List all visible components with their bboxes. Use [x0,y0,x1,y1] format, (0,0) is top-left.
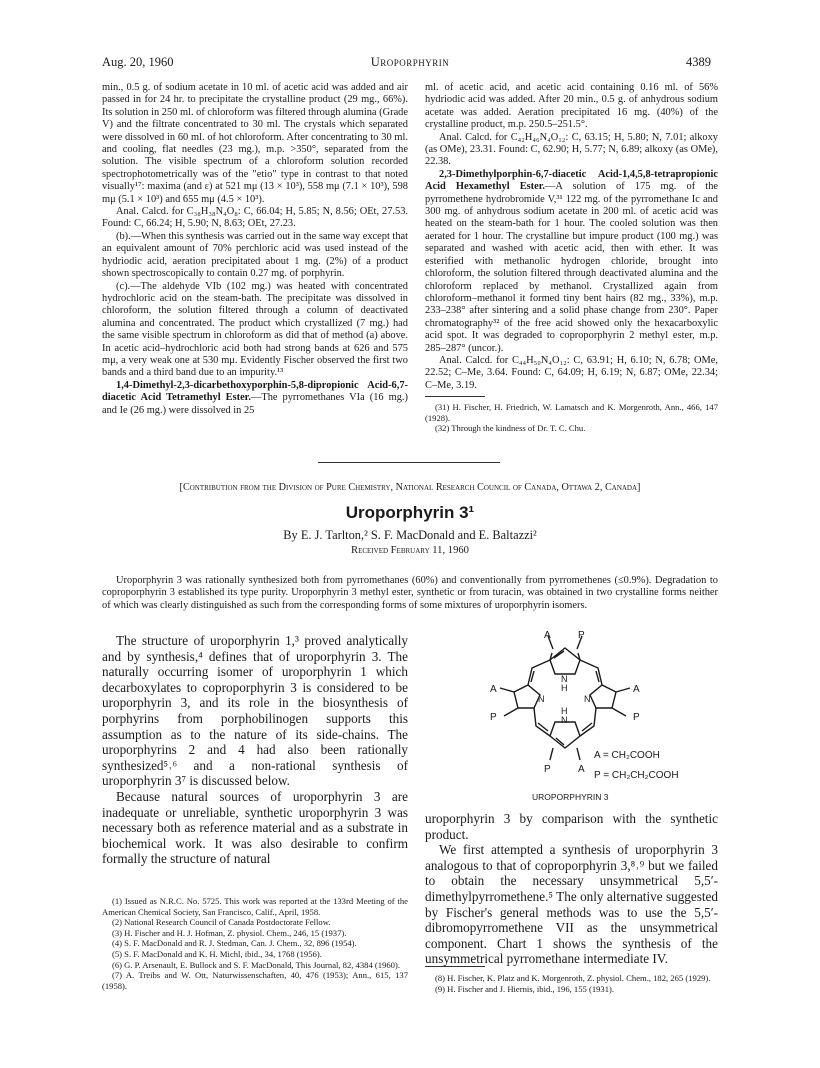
paragraph [425,169,718,355]
received-date: Received February 11, 1960 [351,545,469,556]
footnote-divider [425,966,485,967]
section-heading: 1,4-Dimethyl-2,3-dicarbethoxyporphin-5,8-dipropionic Acid-6,7-diacetic Acid Tetramethyl Ester. [102,379,408,404]
substituent-right-p: P [633,712,640,723]
abstract: Uroporphyrin 3 was rationally synthesized both from pyrromethanes (60%) and conventionally from pyrromethenes (≤0.9%). Degradation to coproporphyrin 3 established its type purity. Uroporphyrin 3 methyl ester, synthetic or from turacin, was obtained in two crystalline forms neither of which was clearly distinguished as such from the corresponding forms of some mixtures of uroporphyrin isomers. [102,575,718,611]
paragraph: (b).—When this synthesis was carried out in the same way except that an equivalent amount of 70% perchloric acid was used instead of the hydriodic acid, aeration precipitated about 1 mg. (2%) of a product shown spectroscopically to contain 0.27 mg. of porphyrin. [102,230,409,280]
footnotes-left [102,896,408,991]
paragraph: Anal. Calcd. for C₄₄H₅₀N₄O₁₂: C, 63.91; H, 6.10; N, 6.78; OMe, 22.52; C–Me, 3.64. Found: C, 64.09; H, 6.19; N, 6.87; OMe, 22.34; C–Me, 3.19. [425,354,718,391]
legend-p: P = CH₂CH₂COOH [594,770,679,781]
section-heading: 2,3-Dimethylporphin-6,7-diacetic Acid-1,4,5,8-tetrapropionic Acid Hexamethyl Ester. [425,168,718,193]
ring-n-top: N [561,674,568,684]
footnote: (6) G. P. Arsenault, E. Bullock and S. F. MacDonald, This Journal, 82, 4384 (1960). [112,959,400,970]
header-date: Aug. 20, 1960 [102,55,174,69]
header-journal-title: Uroporphyrin [370,55,450,69]
substituent-bottom-a: A [578,764,585,775]
substituent-top-a: A [544,630,551,641]
paragraph: We first attempted a synthesis of uroporphyrin 3 analogous to that of coproporphyrin 3,⁸˒⁹ but we failed to obtain the necessary unsymmetrical 5,5′-dimethylpyrromethene.⁵ The only alternative suggested by Fischer's general methods was to use the 5,5′-dibromopyrromethene VII as the unsymmetrical component. Chart 1 shows the synthesis of the unsymmetrical pyrromethane intermediate IV. [425,842,718,967]
substituent-left-a: A [490,684,497,695]
paragraph-text: —The pyrromethanes VIa (16 mg.) and Ie (26 mg.) were dissolved in 25 [102,392,408,416]
footnote: (7) A. Treibs and W. Ott, Naturwissenschaften, 40, 476 (1953); Ann., 615, 137 (1958). [102,970,408,991]
ring-h-top: H [561,683,568,693]
paragraph [102,380,408,417]
substituent-bottom-p: P [544,764,551,775]
paragraph-text: —A solution of 175 mg. of the pyrromethene hydrobromide V,³¹ 122 mg. of the pyrromethane Ic and 300 mg. of anhydrous sodium acetate in 200 ml. of acetic acid was heated on the steam-bath for 1 hour. The cooled solution was then aerated for 1 hour. The crystalline but impure product (100 mg.) was separated and washed with acetic acid, then with ether. It was esterified with methanolic hydrogen chloride, brought into chloroform, the solution filtered through deactivated alumina and the chloroform replaced by methanol. Crystallized again from chloroform–methanol it formed tiny bent hairs (82 mg., 33%), m.p. 233–238° after sintering and a solid phase change from 230°. Paper chromatography³² of the free acid showed only the hexacarboxylic acid spot. It was degraded to coproporphyrin 2 methyl ester, m.p. 285–287° (uncor.). [425,181,718,354]
footnote: (5) S. F. MacDonald and K. H. Michl, ibid., 34, 1768 (1956). [112,948,322,959]
paragraph: (c).—The aldehyde VIb (102 mg.) was heated with concentrated hydrochloric acid on the steam-bath. The precipitate was dissolved in chloroform, the solution filtered through a column of deactivated alumina and concentrated. The product which crystallized (7 mg.) had the same visible spectrum in chloroform as did that of method (a) above. In acetic acid–hydrochloric acid both had strong bands at 626 and 575 mμ, a very weak one at 530 mμ. Evidently Fischer observed the first two bands and a third band due to an impurity.¹³ [102,280,408,379]
footnote-divider [425,396,485,397]
figure-caption: UROPORPHYRIN 3 [532,792,609,802]
paragraph: Anal. Calcd. for C₃₈H₃₈N₄O₈: C, 66.04; H, 5.85; N, 8.56; OEt, 27.53. Found: C, 66.24; H, 5.90; N, 8.63; OEt, 27.23. [102,206,408,230]
ring-n-left: N [538,694,545,704]
ring-n-bottom: N [561,715,568,725]
footnote: (9) H. Fischer and J. Hiernis, ibid., 196, 155 (1931). [435,983,615,994]
contribution-line: [Contribution from the Division of Pure Chemistry, National Research Council of Canada, Ottawa 2, Canada] [179,482,641,493]
substituent-left-p: P [490,712,497,723]
substituent-right-a: A [633,684,640,695]
paragraph: min., 0.5 g. of sodium acetate in 10 ml. of acetic acid was added and air passed in for 24 hr. to precipitate the crystalline product (29 mg., 66%). Its solution in 250 ml. of chloroform was filtered through alumina (Grade V) and the filtrate concentrated to 30 ml. The crystals which separated were dissolved in 60 ml. of hot chloroform. After concentrating to 30 ml. and cooling, flat needles (23 mg.), m.p. >350°, separated from the solution. The visible spectrum of a chloroform solution recorded spectrophotometrically was of the "etio" type in contrast to that noted visually¹⁷: maxima (and ε) at 521 mμ (13 × 10³), 558 mμ (7.1 × 10³), 598 mμ (5.1 × 10³) and 655 mμ (4.5 × 10³). [102,82,408,205]
ring-n-right: N [584,694,591,704]
footnote: (3) H. Fischer and H. J. Hofman, Z. physiol. Chem., 246, 15 (1937). [112,927,347,938]
footnote: (31) H. Fischer, H. Friedrich, W. Lamatsch and K. Morgenroth, Ann., 466, 147 (1928). [425,402,718,423]
authors: By E. J. Tarlton,² S. F. MacDonald and E. Baltazzi² [283,528,537,542]
article-title: Uroporphyrin 3¹ [345,503,475,522]
paragraph: uroporphyrin 3 by comparison with the synthetic product. [425,811,718,842]
substituent-top-p: P [578,630,585,641]
footnote: (2) National Research Council of Canada Postdoctorate Fellow. [112,917,331,928]
footnote: (8) H. Fischer, K. Platz and K. Morgenroth, Z. physiol. Chem., 182, 265 (1929). [435,973,711,983]
footnote: (1) Issued as N.R.C. No. 5725. This work was reported at the 133rd Meeting of the American Chemical Society, San Francisco, Calif., April, 1958. [102,896,408,917]
body-left-column [102,633,408,867]
top-left-column [102,82,408,417]
paragraph: Because natural sources of uroporphyrin 3 are inadequate or unreliable, synthetic uroporphyrin 3 was necessary both as reference material and as a substrate in biochemical work. It was also desirable to confirm formally the structure of natural [102,788,408,867]
footnotes-right [425,966,718,994]
paragraph: Anal. Calcd. for C₄₂H₄₆N₄O₁₂: C, 63.15; H, 5.80; N, 7.01; alkoxy (as OMe), 23.31. Found: C, 62.90; H, 5.77; N, 6.89; alkoxy (as OMe), 22.38. [425,131,718,168]
body-right-column [425,811,718,967]
paragraph: The structure of uroporphyrin 1,³ proved analytically and by synthesis,⁴ defines that of uroporphyrin 3. The naturally occurring isomer of uroporphyrin 1 which decarboxylates to coproporphyrin 3 is considered to be uroporphyrin 3, and its role in the biosynthesis of porphyrins from porphobilinogen supports this assumption as to the nature of its side-chains. The uroporphyrins 2 and 4 had also been rationally synthesized⁵˒⁶ and a non-rational synthesis of uroporphyrin 3⁷ is discussed below. [102,633,408,789]
uroporphyrin-structure-figure [470,630,690,806]
footnotes [425,402,718,434]
header-page-number: 4389 [686,55,711,69]
legend-a: A = CH₂COOH [594,750,660,761]
section-divider [318,462,500,463]
top-right-column [425,82,718,434]
paragraph: ml. of acetic acid, and acetic acid containing 0.16 ml. of 56% hydriodic acid was added. After 20 min., 0.5 g. of anhydrous sodium acetate was added. Aeration precipitated 16 mg. (40%) of the crystalline product, m.p. 250.5–251.5°. [425,82,718,131]
ring-h-bottom: H [561,706,568,716]
footnote: (32) Through the kindness of Dr. T. C. Chu. [435,423,586,434]
footnote: (4) S. F. MacDonald and R. J. Stedman, Can. J. Chem., 32, 896 (1954). [112,938,357,949]
